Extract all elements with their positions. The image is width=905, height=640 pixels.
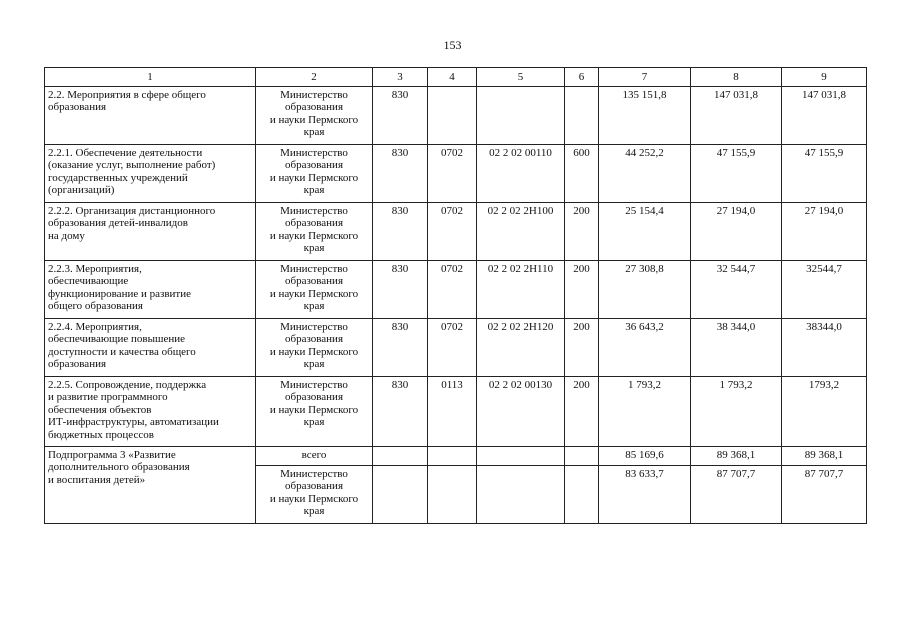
row-code-3 <box>373 465 428 523</box>
row-organization: Министерство образования и науки Пермского края <box>256 376 373 446</box>
column-header: 8 <box>691 68 782 87</box>
row-code-5: 02 2 02 2Н110 <box>477 260 565 318</box>
row-code-5: 02 2 02 2Н100 <box>477 202 565 260</box>
row-value-7: 27 308,8 <box>599 260 691 318</box>
column-header: 7 <box>599 68 691 87</box>
row-code-3: 830 <box>373 144 428 202</box>
row-value-8: 1 793,2 <box>691 376 782 446</box>
row-code-5 <box>477 465 565 523</box>
row-organization: Министерство образования и науки Пермского края <box>256 318 373 376</box>
header-row <box>45 68 867 87</box>
row-value-9: 1793,2 <box>782 376 867 446</box>
row-code-3: 830 <box>373 260 428 318</box>
row-code-5: 02 2 02 2Н120 <box>477 318 565 376</box>
row-code-5 <box>477 86 565 144</box>
row-value-8: 32 544,7 <box>691 260 782 318</box>
row-code-4: 0702 <box>428 144 477 202</box>
row-value-7: 36 643,2 <box>599 318 691 376</box>
table-row <box>45 376 867 446</box>
row-name: 2.2.4. Мероприятия, обеспечивающие повышение доступности и качества общего образования <box>45 318 256 376</box>
row-value-9: 147 031,8 <box>782 86 867 144</box>
row-value-8: 47 155,9 <box>691 144 782 202</box>
row-value-9: 89 368,1 <box>782 446 867 465</box>
row-value-8: 38 344,0 <box>691 318 782 376</box>
table-row <box>45 202 867 260</box>
row-code-6: 200 <box>565 376 599 446</box>
column-header: 1 <box>45 68 256 87</box>
table-row <box>45 144 867 202</box>
row-value-9: 32544,7 <box>782 260 867 318</box>
row-organization: Министерство образования и науки Пермского края <box>256 260 373 318</box>
row-name: 2.2. Мероприятия в сфере общего образования <box>45 86 256 144</box>
row-code-3 <box>373 446 428 465</box>
row-code-5: 02 2 02 00130 <box>477 376 565 446</box>
row-organization: Министерство образования и науки Пермского края <box>256 202 373 260</box>
row-code-6 <box>565 465 599 523</box>
row-code-4: 0702 <box>428 260 477 318</box>
column-header: 5 <box>477 68 565 87</box>
table-row <box>45 260 867 318</box>
row-value-9: 47 155,9 <box>782 144 867 202</box>
row-code-4 <box>428 465 477 523</box>
row-value-8: 89 368,1 <box>691 446 782 465</box>
row-code-4 <box>428 446 477 465</box>
row-value-9: 38344,0 <box>782 318 867 376</box>
row-value-8: 147 031,8 <box>691 86 782 144</box>
row-name: 2.2.3. Мероприятия, обеспечивающие функционирование и развитие общего образования <box>45 260 256 318</box>
subprogram-name: Подпрограмма 3 «Развитие дополнительного образования и воспитания детей» <box>45 446 256 523</box>
row-value-7: 135 151,8 <box>599 86 691 144</box>
row-value-8: 27 194,0 <box>691 202 782 260</box>
column-header: 2 <box>256 68 373 87</box>
page-number: 153 <box>443 38 462 52</box>
row-value-7: 85 169,6 <box>599 446 691 465</box>
budget-table <box>44 67 867 524</box>
column-header: 3 <box>373 68 428 87</box>
row-organization: всего <box>256 446 373 465</box>
table-row <box>45 86 867 144</box>
table-row <box>45 318 867 376</box>
row-value-7: 25 154,4 <box>599 202 691 260</box>
row-organization: Министерство образования и науки Пермского края <box>256 144 373 202</box>
row-code-6: 200 <box>565 202 599 260</box>
row-code-6: 200 <box>565 260 599 318</box>
row-value-7: 83 633,7 <box>599 465 691 523</box>
row-code-6 <box>565 86 599 144</box>
row-value-9: 87 707,7 <box>782 465 867 523</box>
row-organization: Министерство образования и науки Пермского края <box>256 465 373 523</box>
row-code-6 <box>565 446 599 465</box>
row-name: 2.2.5. Сопровождение, поддержка и развитие программного обеспечения объектов ИТ-инфраструктуры, автоматизации бюджетных процессов <box>45 376 256 446</box>
row-code-4: 0702 <box>428 202 477 260</box>
row-value-7: 1 793,2 <box>599 376 691 446</box>
row-code-4: 0702 <box>428 318 477 376</box>
column-header: 9 <box>782 68 867 87</box>
row-name: 2.2.2. Организация дистанционного образования детей-инвалидов на дому <box>45 202 256 260</box>
row-code-4 <box>428 86 477 144</box>
row-code-4: 0113 <box>428 376 477 446</box>
subprogram-total-row <box>45 446 867 465</box>
row-code-3: 830 <box>373 86 428 144</box>
row-value-9: 27 194,0 <box>782 202 867 260</box>
row-code-6: 200 <box>565 318 599 376</box>
row-code-3: 830 <box>373 318 428 376</box>
row-value-8: 87 707,7 <box>691 465 782 523</box>
row-value-7: 44 252,2 <box>599 144 691 202</box>
row-name: 2.2.1. Обеспечение деятельности (оказание услуг, выполнение работ) государственных учреждений (организаций) <box>45 144 256 202</box>
row-code-3: 830 <box>373 202 428 260</box>
row-code-6: 600 <box>565 144 599 202</box>
row-code-5 <box>477 446 565 465</box>
row-code-5: 02 2 02 00110 <box>477 144 565 202</box>
row-code-3: 830 <box>373 376 428 446</box>
row-organization: Министерство образования и науки Пермского края <box>256 86 373 144</box>
column-header: 6 <box>565 68 599 87</box>
column-header: 4 <box>428 68 477 87</box>
